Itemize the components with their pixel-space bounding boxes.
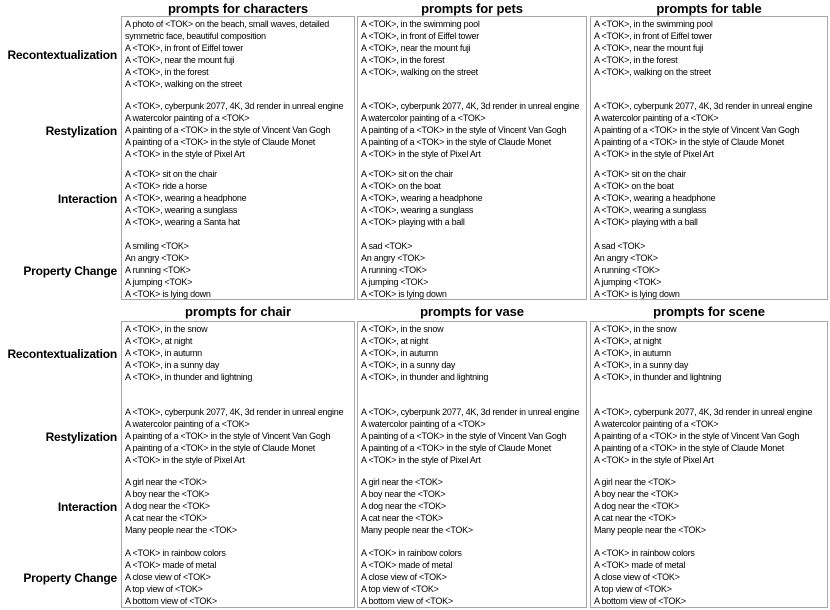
prompt-line: A watercolor painting of a <TOK> bbox=[125, 113, 250, 123]
prompt-line: A <TOK>, in thunder and lightning bbox=[125, 372, 253, 382]
row-label-slot bbox=[0, 545, 121, 608]
prompt-line: A <TOK>, in the swimming pool bbox=[594, 19, 713, 29]
row-label-slot bbox=[0, 238, 121, 300]
column-header-chair: prompts for chair bbox=[185, 304, 291, 319]
prompt-line: A <TOK>, in the snow bbox=[594, 324, 677, 334]
prompt-group-pets-property-change bbox=[358, 240, 586, 302]
prompt-line: A close view of <TOK> bbox=[361, 572, 447, 582]
prompt-line: A watercolor painting of a <TOK> bbox=[594, 419, 719, 429]
prompt-line: A <TOK> in the style of Pixel Art bbox=[594, 455, 714, 465]
row-label-recontextualization: Recontextualization bbox=[7, 48, 117, 62]
prompt-line: A <TOK> in rainbow colors bbox=[361, 548, 462, 558]
prompt-line: A <TOK>, in thunder and lightning bbox=[594, 372, 722, 382]
row-label-column bbox=[0, 16, 121, 300]
prompt-line: A <TOK> in rainbow colors bbox=[594, 548, 695, 558]
prompt-line: A <TOK>, at night bbox=[125, 336, 193, 346]
prompt-group-pets-recontextualization bbox=[358, 18, 586, 100]
prompt-line: A <TOK>, near the mount fuji bbox=[361, 43, 471, 53]
prompt-group-table-recontextualization bbox=[591, 18, 827, 100]
prompt-line: A painting of a <TOK> in the style of Vincent Van Gogh bbox=[594, 125, 800, 135]
prompt-line: A dog near the <TOK> bbox=[361, 501, 446, 511]
prompt-line: A top view of <TOK> bbox=[361, 584, 439, 594]
row-label-restylization: Restylization bbox=[45, 430, 117, 444]
prompt-line: A cat near the <TOK> bbox=[361, 513, 443, 523]
prompt-line: A <TOK>, in the snow bbox=[125, 324, 208, 334]
prompt-line: A <TOK> made of metal bbox=[594, 560, 686, 570]
prompt-line: A <TOK>, wearing a headphone bbox=[594, 193, 716, 203]
prompt-line: A watercolor painting of a <TOK> bbox=[361, 113, 486, 123]
prompt-line: Many people near the <TOK> bbox=[125, 525, 237, 535]
prompt-line: A <TOK>, cyberpunk 2077, 4K, 3d render in unreal engine bbox=[594, 101, 813, 111]
prompt-line: A <TOK>, cyberpunk 2077, 4K, 3d render in unreal engine bbox=[125, 407, 344, 417]
prompt-group-vase-restylization bbox=[358, 406, 586, 476]
prompt-line: A bottom view of <TOK> bbox=[594, 596, 686, 606]
prompts-box-table bbox=[590, 16, 828, 300]
prompt-line: A watercolor painting of a <TOK> bbox=[125, 419, 250, 429]
prompt-group-scene-recontextualization bbox=[591, 323, 827, 406]
row-label-slot bbox=[0, 166, 121, 238]
row-label-slot bbox=[0, 98, 121, 166]
row-label-property-change: Property Change bbox=[23, 264, 117, 278]
prompt-line: A sad <TOK> bbox=[594, 241, 646, 251]
prompt-line: A jumping <TOK> bbox=[594, 277, 662, 287]
prompt-line: A <TOK> is lying down bbox=[125, 289, 211, 299]
prompt-line: A <TOK>, wearing a Santa hat bbox=[125, 217, 240, 227]
row-label-property-change: Property Change bbox=[23, 571, 117, 585]
prompt-line: A painting of a <TOK> in the style of Vincent Van Gogh bbox=[361, 125, 567, 135]
bottom-prompt-table-body bbox=[0, 321, 830, 608]
prompt-line: A top view of <TOK> bbox=[125, 584, 203, 594]
prompt-line: Many people near the <TOK> bbox=[594, 525, 706, 535]
top-prompt-table bbox=[0, 0, 830, 300]
prompt-line: A <TOK>, in front of Eiffel tower bbox=[361, 31, 479, 41]
prompt-group-characters-restylization bbox=[122, 100, 354, 168]
prompt-line: A <TOK>, in the snow bbox=[361, 324, 444, 334]
prompt-group-characters-property-change bbox=[122, 240, 354, 302]
prompt-line: A <TOK>, wearing a sunglass bbox=[594, 205, 707, 215]
prompt-group-pets-restylization bbox=[358, 100, 586, 168]
prompt-line: A painting of a <TOK> in the style of Claude Monet bbox=[361, 137, 551, 147]
prompt-group-table-interaction bbox=[591, 168, 827, 240]
header-spacer bbox=[0, 0, 121, 16]
prompt-line: A cat near the <TOK> bbox=[594, 513, 676, 523]
prompt-line: A painting of a <TOK> in the style of Claude Monet bbox=[361, 443, 551, 453]
prompt-line: A <TOK>, in autumn bbox=[361, 348, 438, 358]
prompt-line: A dog near the <TOK> bbox=[125, 501, 210, 511]
prompt-line: A <TOK>, in a sunny day bbox=[594, 360, 689, 370]
prompt-line: A jumping <TOK> bbox=[361, 277, 429, 287]
prompt-line: A cat near the <TOK> bbox=[125, 513, 207, 523]
prompt-line: A boy near the <TOK> bbox=[361, 489, 446, 499]
column-header-table: prompts for table bbox=[656, 0, 762, 16]
prompt-line: A <TOK>, in the swimming pool bbox=[361, 19, 480, 29]
prompt-line: A <TOK> playing with a ball bbox=[361, 217, 465, 227]
prompts-box-vase bbox=[357, 321, 587, 608]
prompt-line: A painting of a <TOK> in the style of Claude Monet bbox=[125, 443, 315, 453]
prompt-line: A <TOK>, wearing a headphone bbox=[361, 193, 483, 203]
prompt-line: A close view of <TOK> bbox=[125, 572, 211, 582]
prompt-line: A <TOK> made of metal bbox=[361, 560, 453, 570]
prompt-line: A smiling <TOK> bbox=[125, 241, 189, 251]
prompt-line: A girl near the <TOK> bbox=[125, 477, 207, 487]
prompt-line: A <TOK>, in the forest bbox=[361, 55, 445, 65]
prompt-line: A <TOK> in the style of Pixel Art bbox=[594, 149, 714, 159]
prompt-line: A <TOK> ride a horse bbox=[125, 181, 207, 191]
prompt-line: A <TOK>, wearing a headphone bbox=[125, 193, 247, 203]
prompt-line: A <TOK> in the style of Pixel Art bbox=[361, 455, 481, 465]
prompt-line: A sad <TOK> bbox=[361, 241, 413, 251]
row-label-recontextualization: Recontextualization bbox=[7, 347, 117, 361]
column-header-pets: prompts for pets bbox=[421, 0, 523, 16]
row-label-slot bbox=[0, 321, 121, 404]
prompts-box-scene bbox=[590, 321, 828, 608]
prompt-group-scene-restylization bbox=[591, 406, 827, 476]
bottom-prompt-table bbox=[0, 302, 830, 608]
prompts-box-pets bbox=[357, 16, 587, 300]
prompt-line: A close view of <TOK> bbox=[594, 572, 680, 582]
prompt-group-scene-property-change bbox=[591, 547, 827, 610]
column-header-vase: prompts for vase bbox=[420, 304, 524, 319]
prompt-group-chair-interaction bbox=[122, 476, 354, 547]
prompt-line: A painting of a <TOK> in the style of Vincent Van Gogh bbox=[125, 431, 331, 441]
prompt-line: A <TOK>, cyberpunk 2077, 4K, 3d render in unreal engine bbox=[361, 407, 580, 417]
prompt-line: A painting of a <TOK> in the style of Vincent Van Gogh bbox=[361, 431, 567, 441]
row-label-slot bbox=[0, 16, 121, 98]
prompt-group-vase-recontextualization bbox=[358, 323, 586, 406]
prompt-line: A painting of a <TOK> in the style of Claude Monet bbox=[594, 443, 784, 453]
prompt-line: A painting of a <TOK> in the style of Claude Monet bbox=[125, 137, 315, 147]
prompt-group-scene-interaction bbox=[591, 476, 827, 547]
prompts-box-chair bbox=[121, 321, 355, 608]
prompt-line: A painting of a <TOK> in the style of Vincent Van Gogh bbox=[594, 431, 800, 441]
prompt-line: A girl near the <TOK> bbox=[594, 477, 676, 487]
prompt-line: A <TOK> in the style of Pixel Art bbox=[125, 149, 245, 159]
prompt-line: A <TOK>, in the forest bbox=[125, 67, 209, 77]
prompt-line: A running <TOK> bbox=[361, 265, 427, 275]
row-label-slot bbox=[0, 474, 121, 545]
prompt-group-chair-property-change bbox=[122, 547, 354, 610]
prompt-line: An angry <TOK> bbox=[125, 253, 189, 263]
row-label-column bbox=[0, 321, 121, 608]
prompt-line: A <TOK> made of metal bbox=[125, 560, 217, 570]
prompt-line: A <TOK>, at night bbox=[361, 336, 429, 346]
prompt-group-chair-recontextualization bbox=[122, 323, 354, 406]
prompt-line: A <TOK> in the style of Pixel Art bbox=[361, 149, 481, 159]
prompt-line: A <TOK>, wearing a sunglass bbox=[361, 205, 474, 215]
row-label-interaction: Interaction bbox=[57, 192, 117, 206]
prompt-line: An angry <TOK> bbox=[594, 253, 658, 263]
prompt-line: A <TOK> sit on the chair bbox=[594, 169, 686, 179]
prompt-group-vase-property-change bbox=[358, 547, 586, 610]
prompt-line: A <TOK>, in the forest bbox=[594, 55, 678, 65]
prompt-line: A painting of a <TOK> in the style of Vincent Van Gogh bbox=[125, 125, 331, 135]
prompt-line: A <TOK> is lying down bbox=[594, 289, 680, 299]
row-label-restylization: Restylization bbox=[45, 124, 117, 138]
row-label-interaction: Interaction bbox=[57, 500, 117, 514]
prompt-line: A watercolor painting of a <TOK> bbox=[361, 419, 486, 429]
prompt-line: A painting of a <TOK> in the style of Claude Monet bbox=[594, 137, 784, 147]
prompt-line: A <TOK> sit on the chair bbox=[361, 169, 453, 179]
prompt-line: A <TOK> in rainbow colors bbox=[125, 548, 226, 558]
prompt-line: Many people near the <TOK> bbox=[361, 525, 473, 535]
prompt-line: A photo of <TOK> on the beach, small waves, detailed symmetric face, beautiful composition bbox=[125, 19, 329, 41]
prompt-line: A <TOK> playing with a ball bbox=[594, 217, 698, 227]
prompt-line: An angry <TOK> bbox=[361, 253, 425, 263]
prompts-box-characters bbox=[121, 16, 355, 300]
header-spacer bbox=[0, 302, 121, 321]
prompt-line: A <TOK>, walking on the street bbox=[594, 67, 711, 77]
prompt-line: A <TOK> on the boat bbox=[594, 181, 674, 191]
bottom-prompt-table-header-row bbox=[0, 302, 830, 321]
prompt-line: A <TOK> sit on the chair bbox=[125, 169, 217, 179]
prompt-line: A <TOK>, wearing a sunglass bbox=[125, 205, 238, 215]
top-prompt-table-header-row bbox=[0, 0, 830, 16]
prompt-line: A running <TOK> bbox=[594, 265, 660, 275]
prompt-line: A dog near the <TOK> bbox=[594, 501, 679, 511]
prompt-group-pets-interaction bbox=[358, 168, 586, 240]
prompt-line: A top view of <TOK> bbox=[594, 584, 672, 594]
prompt-line: A <TOK>, cyberpunk 2077, 4K, 3d render in unreal engine bbox=[594, 407, 813, 417]
prompt-line: A watercolor painting of a <TOK> bbox=[594, 113, 719, 123]
prompt-line: A <TOK>, in a sunny day bbox=[361, 360, 456, 370]
prompt-line: A <TOK> on the boat bbox=[361, 181, 441, 191]
prompt-line: A <TOK>, near the mount fuji bbox=[125, 55, 235, 65]
column-header-scene: prompts for scene bbox=[653, 304, 765, 319]
prompt-line: A <TOK>, in thunder and lightning bbox=[361, 372, 489, 382]
prompt-line: A <TOK>, in front of Eiffel tower bbox=[125, 43, 243, 53]
prompt-line: A <TOK>, in autumn bbox=[125, 348, 202, 358]
prompt-line: A <TOK> in the style of Pixel Art bbox=[125, 455, 245, 465]
prompt-group-table-property-change bbox=[591, 240, 827, 302]
row-label-slot bbox=[0, 404, 121, 474]
column-header-characters: prompts for characters bbox=[167, 0, 309, 16]
prompt-line: A jumping <TOK> bbox=[125, 277, 193, 287]
prompt-group-table-restylization bbox=[591, 100, 827, 168]
prompt-line: A <TOK>, in a sunny day bbox=[125, 360, 220, 370]
prompt-line: A <TOK>, near the mount fuji bbox=[594, 43, 704, 53]
prompt-group-vase-interaction bbox=[358, 476, 586, 547]
prompt-line: A <TOK>, cyberpunk 2077, 4K, 3d render in unreal engine bbox=[125, 101, 344, 111]
prompt-line: A girl near the <TOK> bbox=[361, 477, 443, 487]
prompt-line: A running <TOK> bbox=[125, 265, 191, 275]
prompt-line: A <TOK>, walking on the street bbox=[125, 79, 242, 89]
prompt-line: A <TOK>, walking on the street bbox=[361, 67, 478, 77]
top-prompt-table-body bbox=[0, 16, 830, 300]
prompt-line: A bottom view of <TOK> bbox=[361, 596, 453, 606]
prompt-line: A boy near the <TOK> bbox=[594, 489, 679, 499]
prompt-line: A <TOK>, at night bbox=[594, 336, 662, 346]
prompt-line: A bottom view of <TOK> bbox=[125, 596, 217, 606]
prompt-line: A <TOK> is lying down bbox=[361, 289, 447, 299]
prompt-line: A <TOK>, in front of Eiffel tower bbox=[594, 31, 712, 41]
prompt-group-chair-restylization bbox=[122, 406, 354, 476]
prompt-group-characters-recontextualization bbox=[122, 18, 354, 100]
prompt-line: A boy near the <TOK> bbox=[125, 489, 210, 499]
prompt-line: A <TOK>, cyberpunk 2077, 4K, 3d render in unreal engine bbox=[361, 101, 580, 111]
prompt-group-characters-interaction bbox=[122, 168, 354, 240]
prompt-line: A <TOK>, in autumn bbox=[594, 348, 671, 358]
